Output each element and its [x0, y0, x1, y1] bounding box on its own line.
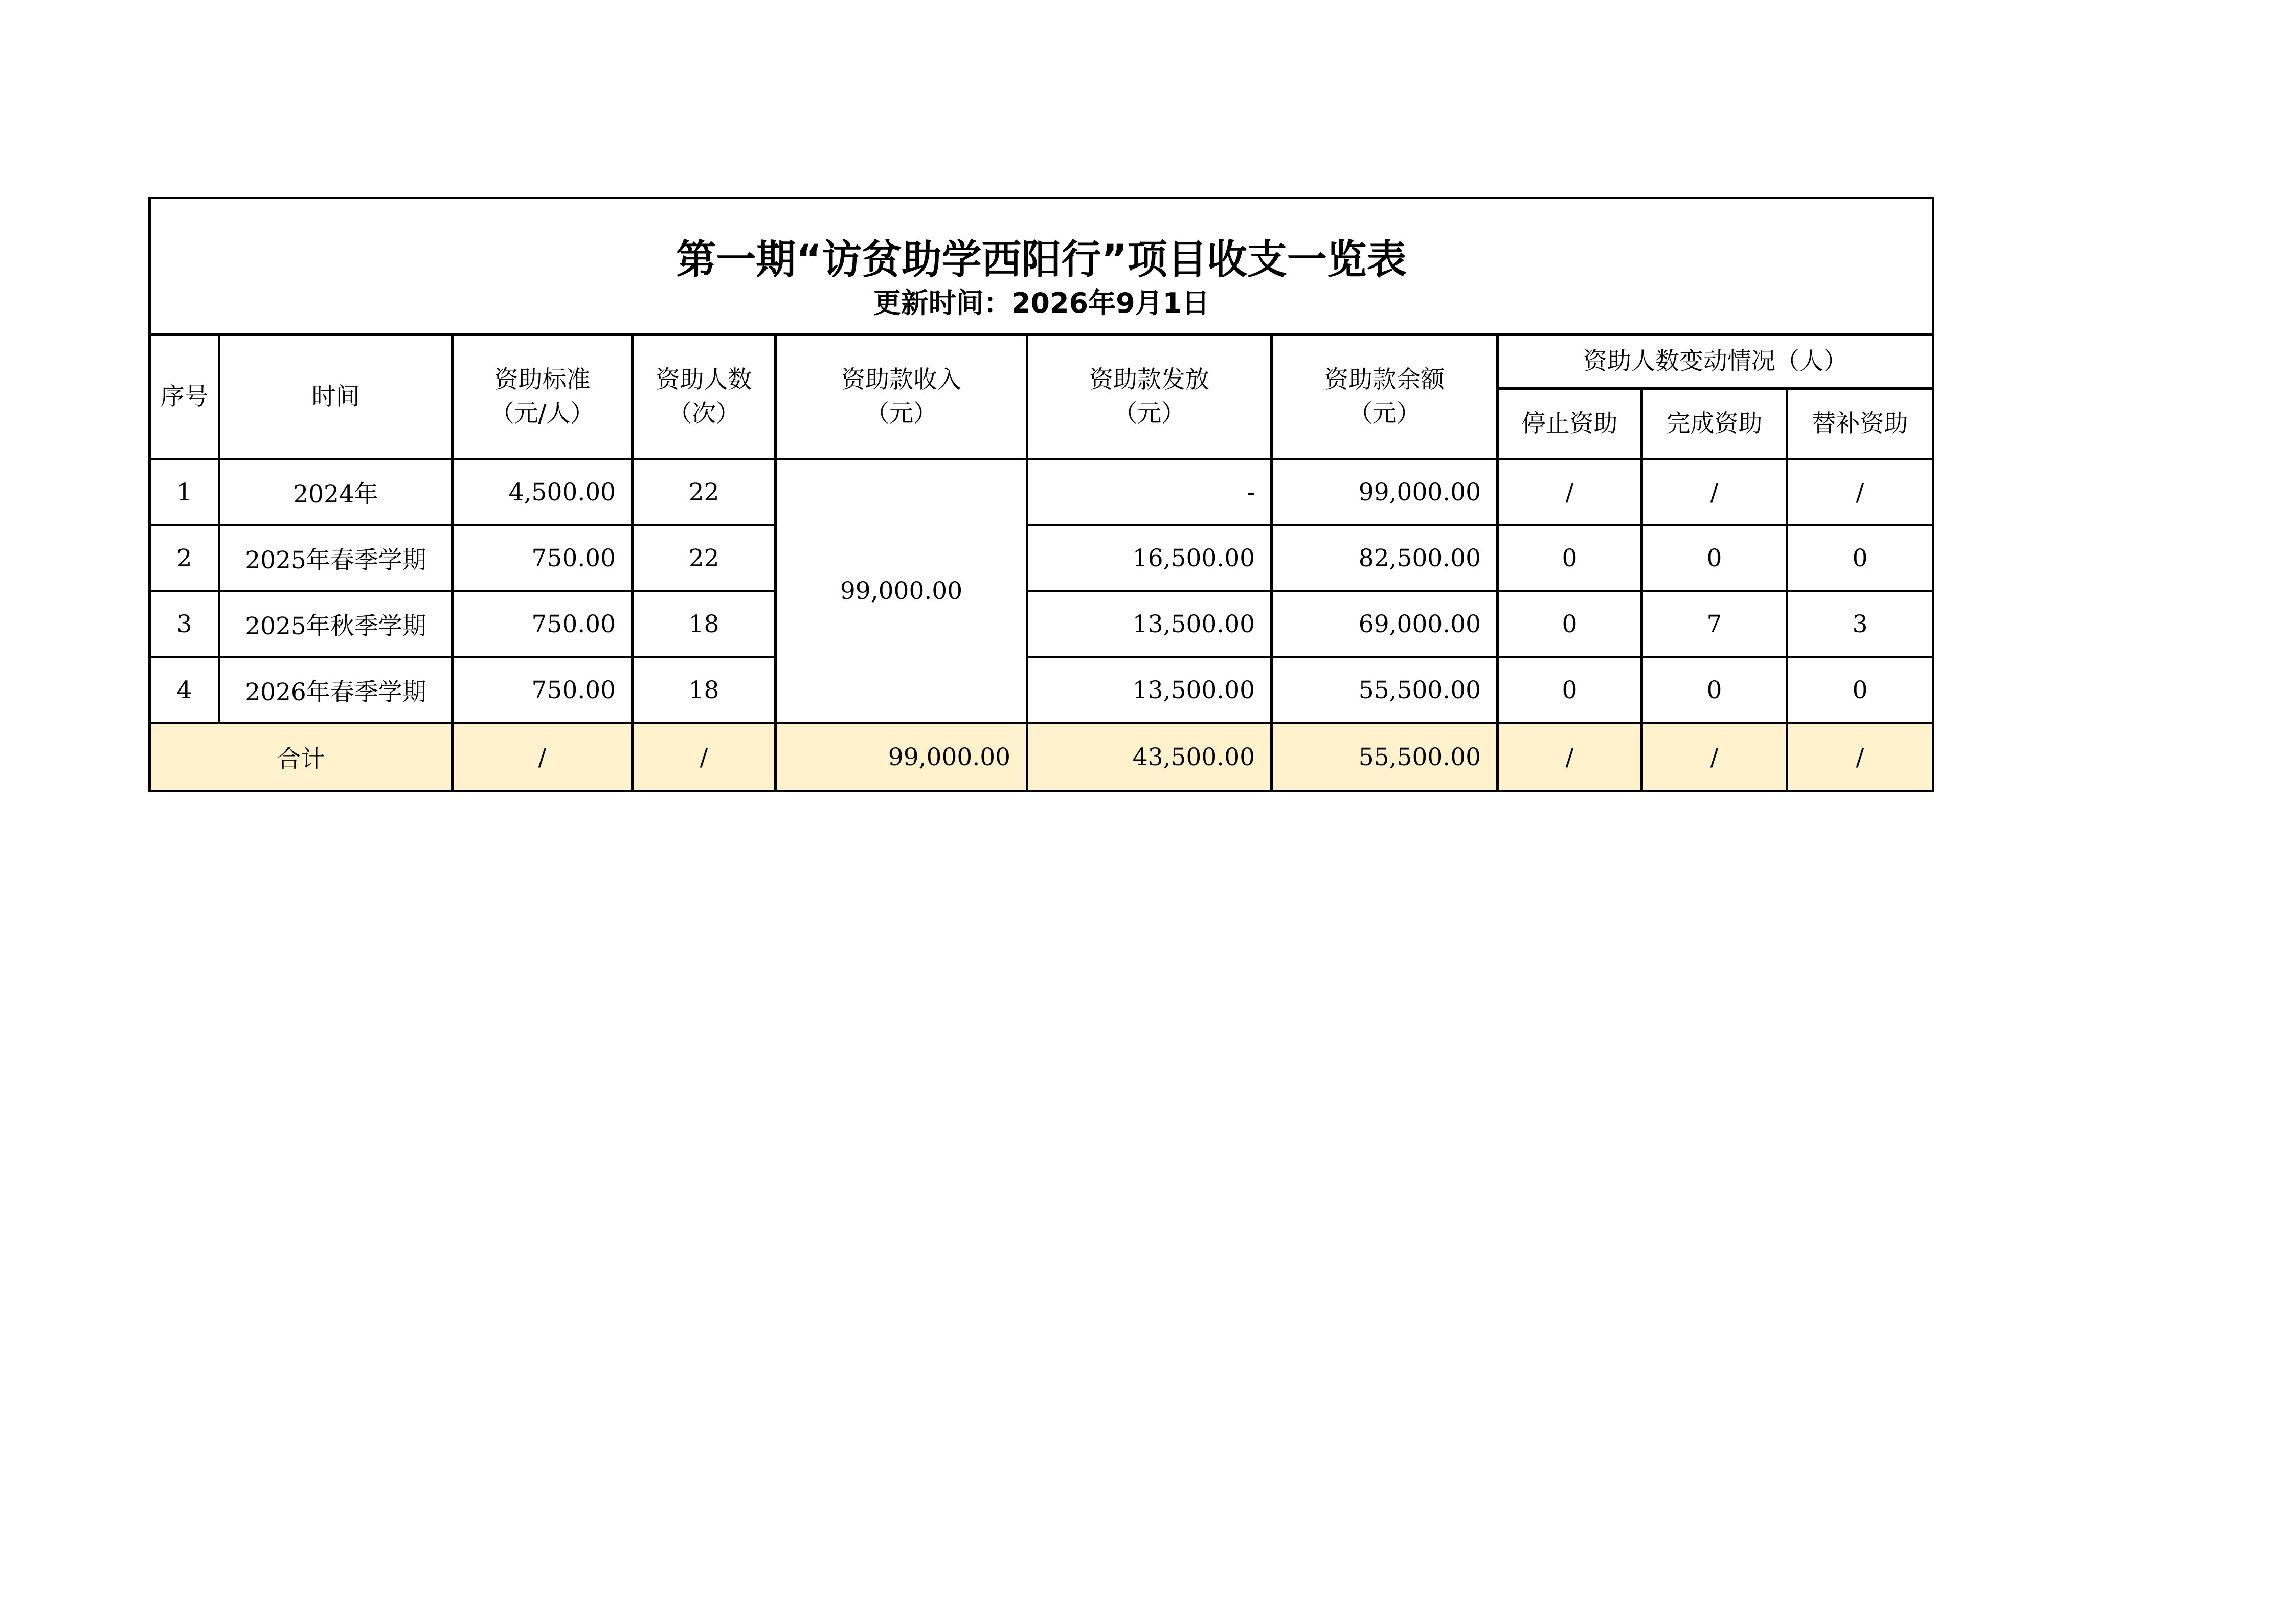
table-row — [150, 525, 1933, 591]
total-balance: 55,500.00 — [1272, 723, 1498, 791]
total-replaced: / — [1787, 723, 1933, 791]
cell-time: 2025年秋季学期 — [219, 591, 453, 657]
cell-time: 2024年 — [219, 459, 453, 525]
cell-completed: / — [1642, 459, 1787, 525]
cell-standard: 4,500.00 — [453, 459, 633, 525]
cell-count: 18 — [633, 591, 776, 657]
cell-completed: 7 — [1642, 591, 1787, 657]
header-count: 资助人数 （次） — [633, 335, 776, 459]
cell-balance: 99,000.00 — [1272, 459, 1498, 525]
cell-count: 22 — [633, 459, 776, 525]
cell-time: 2025年春季学期 — [219, 525, 453, 591]
total-standard: / — [453, 723, 633, 791]
cell-standard: 750.00 — [453, 591, 633, 657]
cell-count: 22 — [633, 525, 776, 591]
cell-disbursed: 13,500.00 — [1027, 591, 1272, 657]
cell-disbursed: - — [1027, 459, 1272, 525]
total-disbursed: 43,500.00 — [1027, 723, 1272, 791]
update-time: 更新时间：2026年9月1日 — [873, 287, 1210, 319]
cell-count: 18 — [633, 657, 776, 723]
cell-stopped: 0 — [1498, 591, 1642, 657]
cell-disbursed: 16,500.00 — [1027, 525, 1272, 591]
cell-seq: 4 — [150, 657, 219, 723]
header-completed: 完成资助 — [1642, 389, 1787, 459]
cell-stopped: / — [1498, 459, 1642, 525]
total-stopped: / — [1498, 723, 1642, 791]
cell-balance: 55,500.00 — [1272, 657, 1498, 723]
table-title-cell — [150, 198, 1933, 335]
cell-disbursed: 13,500.00 — [1027, 657, 1272, 723]
header-balance: 资助款余额 （元） — [1272, 335, 1498, 459]
cell-stopped: 0 — [1498, 657, 1642, 723]
total-label: 合计 — [150, 723, 453, 791]
cell-replaced: 3 — [1787, 591, 1933, 657]
header-income: 资助款收入 （元） — [776, 335, 1027, 459]
cell-replaced: 0 — [1787, 525, 1933, 591]
cell-seq: 3 — [150, 591, 219, 657]
cell-completed: 0 — [1642, 525, 1787, 591]
cell-replaced: 0 — [1787, 657, 1933, 723]
header-standard: 资助标准 （元/人） — [453, 335, 633, 459]
spreadsheet-sheet — [148, 197, 1932, 792]
cell-seq: 1 — [150, 459, 219, 525]
total-income: 99,000.00 — [776, 723, 1027, 791]
header-disbursed: 资助款发放 （元） — [1027, 335, 1272, 459]
cell-standard: 750.00 — [453, 657, 633, 723]
total-completed: / — [1642, 723, 1787, 791]
table-row — [150, 657, 1933, 723]
cell-completed: 0 — [1642, 657, 1787, 723]
table-row — [150, 591, 1933, 657]
cell-balance: 82,500.00 — [1272, 525, 1498, 591]
header-time: 时间 — [219, 335, 453, 459]
header-seq: 序号 — [150, 335, 219, 459]
cell-balance: 69,000.00 — [1272, 591, 1498, 657]
cell-time: 2026年春季学期 — [219, 657, 453, 723]
header-change-group: 资助人数变动情况（人） — [1498, 335, 1933, 389]
income-expense-table — [148, 197, 1934, 792]
cell-stopped: 0 — [1498, 525, 1642, 591]
header-replaced: 替补资助 — [1787, 389, 1933, 459]
cell-standard: 750.00 — [453, 525, 633, 591]
total-row — [150, 723, 1933, 791]
cell-seq: 2 — [150, 525, 219, 591]
cell-income-merged: 99,000.00 — [776, 459, 1027, 723]
table-title: 第一期“访贫助学西阳行”项目收支一览表 — [676, 237, 1407, 283]
table-row — [150, 459, 1933, 525]
header-stopped: 停止资助 — [1498, 389, 1642, 459]
cell-replaced: / — [1787, 459, 1933, 525]
total-count: / — [633, 723, 776, 791]
